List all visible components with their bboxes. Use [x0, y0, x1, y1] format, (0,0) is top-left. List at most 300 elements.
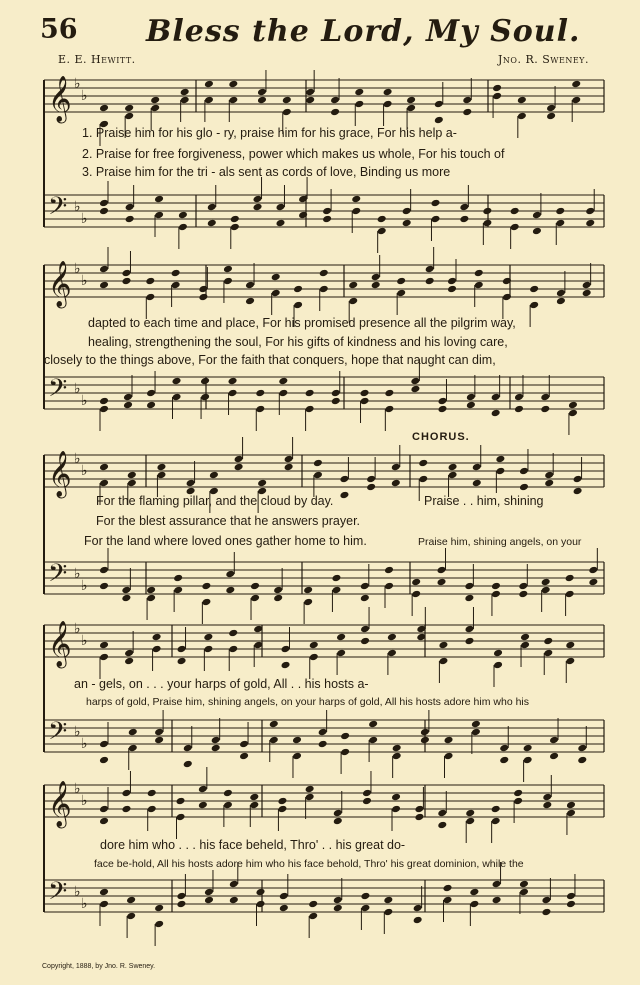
system5-treble-note-head [542, 801, 552, 810]
system1-bass-note-head [230, 215, 240, 224]
system1-treble-note-head [204, 80, 214, 89]
system2-bass-note-head [360, 389, 370, 398]
system3-bass-key-flat: ♭ [81, 578, 88, 594]
system1-bass-note-head [99, 207, 109, 216]
system1-bass-note-head [207, 219, 217, 228]
system5-treble-note-head [121, 805, 131, 814]
system5-treble-note-head [305, 785, 315, 794]
system1-bass-note-head [275, 219, 285, 228]
author-credit: E. E. Hewitt. [58, 53, 136, 66]
system3-bass-note-head [173, 586, 183, 595]
system2-treble-note-head [99, 281, 109, 290]
system3-bass-note-head [518, 590, 528, 599]
system3-bass-note-head [250, 594, 260, 603]
system2-bass-note-head [305, 389, 315, 398]
system5-bass-note-head [566, 892, 576, 901]
system1-treble-note-head [354, 100, 364, 109]
system5-treble-note-head [99, 805, 109, 814]
system5-treble-note-head [176, 797, 186, 806]
system5-bass-note-head [279, 892, 289, 901]
system2-bass-note-head [123, 393, 133, 402]
system5-treble-note-head [176, 813, 186, 822]
system4-bass-note-head [154, 728, 164, 737]
system2-bass-key-flat: ♭ [81, 393, 88, 409]
system4-treble-note-head [493, 649, 503, 658]
system4-bass-note-head [499, 756, 509, 765]
system5-treble-note-head [491, 817, 501, 826]
system3-bass-note-head [250, 582, 260, 591]
system3-bass-note-head [588, 566, 598, 575]
system3-treble-note-head [448, 471, 458, 480]
system5-bass-bass-clef: 𝄢 [48, 877, 68, 912]
system2-treble-note-head [122, 277, 132, 286]
lyric-verse1-line2: dapted to each time and place, For his promised presence all the pilgrim way, [88, 316, 516, 330]
system1-treble-note-head [282, 108, 292, 117]
system5-treble-note-head [513, 797, 523, 806]
page-number: 56 [40, 14, 78, 45]
system3-treble-note-head [366, 475, 376, 484]
system1-bass-bass-clef: 𝄢 [48, 192, 68, 227]
system5-bass-note-head [519, 880, 529, 889]
system5-treble-note-head [414, 813, 424, 822]
system2-bass-note-head [438, 405, 448, 414]
system1-bass-note-head [154, 211, 164, 220]
system5-bass-note-head [566, 900, 576, 909]
system2-bass-note-head [384, 389, 394, 398]
system2-treble-note-head [245, 281, 255, 290]
system4-bass-note-head [340, 732, 350, 741]
system2-treble-note-head [145, 277, 155, 286]
system1-bass-note-head [482, 207, 492, 216]
system2-treble-note-head [425, 265, 435, 274]
system2-treble-note-head [582, 281, 592, 290]
system3-treble-note-head [99, 463, 109, 472]
system5-bass-note-head [99, 888, 109, 897]
system2-bass-note-head [331, 389, 341, 398]
system3-treble-note-head [391, 463, 401, 472]
system5-treble-note-head [147, 789, 157, 798]
system3-treble-note-head [186, 479, 196, 488]
system5-bass-note-head [126, 912, 136, 921]
system3-bass-note-head [99, 566, 109, 575]
system4-bass-note-head [549, 752, 559, 761]
system3-treble-key-flat: ♭ [81, 463, 88, 479]
system1-treble-note-head [462, 108, 472, 117]
system5-treble-note-head [333, 817, 343, 826]
system1-bass-note-head [154, 195, 164, 204]
system1-treble-note-head [257, 88, 267, 97]
system1-bass-note-head [322, 207, 332, 216]
system4-bass-note-head [340, 748, 350, 757]
lyric-verse2-line1: 2. Praise for free forgiveness, power which makes us whole, For his touch of [82, 147, 505, 161]
system2-bass-note-head [228, 377, 238, 386]
system1-treble-note-head [305, 88, 315, 97]
system3-treble-note-head [99, 479, 109, 488]
system2-treble-note-head [474, 281, 484, 290]
system1-treble-note-head [406, 104, 416, 113]
system1-treble-note-head [180, 96, 190, 105]
system4-treble-note-head [336, 649, 346, 658]
system1-bass-note-head [178, 223, 188, 232]
system4-bass-note-head [368, 736, 378, 745]
system4-bass-bass-clef: 𝄢 [48, 717, 68, 752]
system5-bass-note-head [229, 896, 239, 905]
system4-treble-note-head [464, 625, 474, 634]
system3-treble-note-head [573, 487, 583, 496]
system4-treble-note-head [152, 633, 162, 642]
system1-bass-note-head [555, 219, 565, 228]
system5-bass-note-head [541, 896, 551, 905]
system1-bass-note-head [402, 207, 412, 216]
system3-bass-note-head [201, 598, 211, 607]
system4-treble-note-head [565, 657, 575, 666]
system4-treble-note-head [520, 641, 530, 650]
system5-bass-note-head [492, 896, 502, 905]
system5-treble-note-head [249, 801, 259, 810]
system5-bass-note-head [154, 904, 164, 913]
system3-bass-note-head [464, 582, 474, 591]
system5-bass-note-head [308, 900, 318, 909]
system2-treble-note-head [396, 289, 406, 298]
system4-treble-note-head [565, 641, 575, 650]
system2-bass-note-head [172, 393, 182, 402]
system3-bass-note-head [146, 586, 156, 595]
system4-bass-note-head [471, 728, 481, 737]
system4-treble-note-head [203, 633, 213, 642]
hymn-title: Bless the Lord, My Soul. [146, 14, 581, 49]
system3-bass-note-head [464, 594, 474, 603]
system2-treble-note-head [271, 273, 281, 282]
system4-treble-note-head [360, 637, 370, 646]
system1-treble-note-head [492, 84, 502, 93]
system1-bass-note-head [377, 227, 387, 236]
system4-bass-note-head [269, 736, 279, 745]
system3-bass-key-flat: ♭ [74, 566, 81, 582]
system1-bass-note-head [253, 195, 263, 204]
system5-treble-note-head [513, 789, 523, 798]
system1-treble-note-head [517, 96, 527, 105]
system3-treble-note-head [127, 479, 137, 488]
system3-treble-note-head [313, 471, 323, 480]
system3-treble-note-head [156, 463, 166, 472]
system3-bass-note-head [360, 582, 370, 591]
system5-treble-note-head [223, 789, 233, 798]
system1-bass-note-head [585, 207, 595, 216]
system4-treble-note-head [281, 661, 291, 670]
system2-bass-bass-clef: 𝄢 [48, 374, 68, 409]
system4-treble-note-head [99, 653, 109, 662]
system2-bass-note-head [200, 377, 210, 386]
system5-bass-note-head [176, 892, 186, 901]
system1-treble-key-flat: ♭ [74, 76, 81, 92]
system3-treble-note-head [544, 471, 554, 480]
system1-treble-note-head [434, 116, 444, 125]
system1-bass-note-head [125, 215, 135, 224]
system1-bass-note-head [585, 219, 595, 228]
system2-bass-note-head [305, 405, 315, 414]
system3-treble-note-head [156, 471, 166, 480]
system4-treble-note-head [387, 649, 397, 658]
system5-treble-key-flat: ♭ [74, 781, 81, 797]
system5-treble-note-head [223, 801, 233, 810]
system3-treble-note-head [544, 479, 554, 488]
system2-treble-note-head [348, 281, 358, 290]
system3-bass-note-head [565, 574, 575, 583]
system1-treble-note-head [180, 88, 190, 97]
system3-treble-note-head [495, 455, 505, 464]
system2-treble-note-head [371, 281, 381, 290]
system2-treble-note-head [293, 285, 303, 294]
system5-treble-note-head [305, 793, 315, 802]
lyric-verse2-line3: For the blest assurance that he answers prayer. [96, 514, 361, 528]
system3-bass-note-head [331, 574, 341, 583]
system4-treble-note-head [493, 661, 503, 670]
system3-bass-note-head [384, 582, 394, 591]
system4-bass-note-head [549, 736, 559, 745]
system3-bass-bass-clef: 𝄢 [48, 559, 68, 594]
system1-treble-note-head [124, 104, 134, 113]
system1-treble-note-head [204, 96, 214, 105]
system5-bass-note-head [519, 888, 529, 897]
system4-treble-note-head [177, 657, 187, 666]
system1-bass-note-head [532, 227, 542, 236]
system2-treble-note-head [223, 277, 233, 286]
system5-bass-note-head [308, 912, 318, 921]
system4-bass-note-head [154, 736, 164, 745]
system3-bass-note-head [225, 586, 235, 595]
system4-treble-note-head [438, 641, 448, 650]
system3-bass-note-head [518, 582, 528, 591]
system5-treble-note-head [277, 805, 287, 814]
system4-bass-note-head [577, 744, 587, 753]
system3-treble-note-head [519, 483, 529, 492]
system2-treble-note-head [171, 281, 181, 290]
system5-treble-note-head [437, 809, 447, 818]
system2-bass-note-head [568, 401, 578, 410]
system3-bass-note-head [99, 582, 109, 591]
system5-bass-note-head [469, 900, 479, 909]
system2-bass-note-head [278, 377, 288, 386]
system5-bass-note-head [443, 896, 453, 905]
system1-treble-note-head [99, 104, 109, 113]
system3-bass-note-head [303, 598, 313, 607]
system1-bass-note-head [510, 223, 520, 232]
system1-treble-note-head [257, 96, 267, 105]
system1-bass-note-head [99, 199, 109, 208]
system3-treble-note-head [391, 479, 401, 488]
system3-bass-note-head [541, 586, 551, 595]
system3-bass-note-head [491, 582, 501, 591]
system2-treble-note-head [529, 285, 539, 294]
lyric-verse1-line3: For the flaming pillar, and the cloud by day. [96, 494, 334, 508]
system1-treble-note-head [354, 88, 364, 97]
system1-treble-note-head [383, 88, 393, 97]
system5-treble-note-head [465, 817, 475, 826]
system4-treble-note-head [309, 641, 319, 650]
system4-bass-note-head [183, 760, 193, 769]
system3-treble-note-head [313, 459, 323, 468]
system4-treble-note-head [99, 641, 109, 650]
system4-bass-note-head [211, 744, 221, 753]
system3-bass-note-head [360, 594, 370, 603]
system2-bass-note-head [146, 389, 156, 398]
system2-treble-note-head [223, 265, 233, 274]
system2-treble-note-head [122, 269, 132, 278]
system4-bass-note-head [471, 720, 481, 729]
system3-treble-note-head [472, 463, 482, 472]
system4-bass-note-head [392, 752, 402, 761]
system5-treble-treble-clef: 𝄞 [48, 781, 72, 827]
system3-treble-note-head [448, 463, 458, 472]
system1-treble-note-head [150, 104, 160, 113]
system4-bass-note-head [292, 736, 302, 745]
system5-bass-note-head [204, 888, 214, 897]
system4-bass-note-head [128, 744, 138, 753]
system4-bass-note-head [577, 756, 587, 765]
system3-bass-note-head [121, 586, 131, 595]
system5-treble-note-head [333, 809, 343, 818]
system1-treble-note-head [546, 104, 556, 113]
system5-treble-note-head [542, 793, 552, 802]
system3-bass-note-head [331, 586, 341, 595]
system4-treble-note-head [203, 645, 213, 654]
system4-treble-note-head [520, 633, 530, 642]
system2-treble-note-head [582, 289, 592, 298]
system4-bass-note-head [239, 752, 249, 761]
system1-treble-note-head [406, 96, 416, 105]
system2-treble-note-head [474, 269, 484, 278]
system2-bass-note-head [466, 401, 476, 410]
system3-bass-note-head [437, 578, 447, 587]
system3-treble-key-flat: ♭ [74, 451, 81, 467]
system4-bass-note-head [292, 752, 302, 761]
system5-treble-note-head [121, 789, 131, 798]
system2-treble-note-head [348, 297, 358, 306]
system1-treble-note-head [462, 96, 472, 105]
system3-treble-note-head [495, 467, 505, 476]
system2-bass-note-head [228, 389, 238, 398]
system5-treble-note-head [491, 805, 501, 814]
system3-treble-note-head [234, 455, 244, 464]
system1-bass-note-head [253, 203, 263, 212]
system1-bass-note-head [431, 199, 441, 208]
system2-treble-note-head [145, 293, 155, 302]
system3-bass-note-head [225, 570, 235, 579]
system5-bass-note-head [126, 896, 136, 905]
system4-bass-note-head [318, 740, 328, 749]
system1-bass-note-head [532, 211, 542, 220]
system1-bass-note-head [178, 211, 188, 220]
system4-treble-key-flat: ♭ [74, 621, 81, 637]
system2-treble-note-head [99, 265, 109, 274]
system2-treble-note-head [319, 269, 329, 278]
system5-bass-note-head [413, 904, 423, 913]
system2-bass-key-flat: ♭ [74, 381, 81, 397]
system5-bass-note-head [204, 896, 214, 905]
system3-bass-note-head [411, 590, 421, 599]
lyric-verse2-line2: healing, strengthening the soul, For his gifts of kindness and his loving care, [88, 335, 508, 349]
system4-treble-note-head [438, 657, 448, 666]
system3-treble-note-head [418, 475, 428, 484]
system2-treble-note-head [271, 289, 281, 298]
system4-treble-note-head [336, 633, 346, 642]
system4-bass-note-head [420, 728, 430, 737]
system1-bass-key-flat: ♭ [74, 199, 81, 215]
system2-bass-note-head [255, 389, 265, 398]
system5-treble-note-head [99, 817, 109, 826]
system4-treble-treble-clef: 𝄞 [48, 621, 72, 667]
system2-bass-note-head [255, 405, 265, 414]
system5-treble-note-head [362, 789, 372, 798]
system4-bass-note-head [239, 740, 249, 749]
system4-treble-note-head [309, 653, 319, 662]
system5-bass-note-head [333, 904, 343, 913]
system2-treble-key-flat: ♭ [81, 273, 88, 289]
system5-treble-note-head [391, 805, 401, 814]
system3-bass-note-head [541, 578, 551, 587]
system4-bass-key-flat: ♭ [74, 724, 81, 740]
system4-bass-note-head [368, 720, 378, 729]
system4-bass-note-head [499, 744, 509, 753]
system4-treble-note-head [387, 633, 397, 642]
system2-bass-note-head [123, 401, 133, 410]
system5-bass-note-head [256, 888, 266, 897]
system1-treble-note-head [228, 80, 238, 89]
system5-treble-note-head [277, 797, 287, 806]
system5-bass-key-flat: ♭ [74, 884, 81, 900]
system5-treble-note-head [566, 809, 576, 818]
system3-bass-note-head [173, 574, 183, 583]
system5-bass-note-head [360, 904, 370, 913]
system4-treble-note-head [360, 625, 370, 634]
system2-bass-note-head [410, 385, 420, 394]
system2-bass-note-head [438, 397, 448, 406]
system1-treble-note-head [330, 108, 340, 117]
system4-treble-note-head [543, 637, 553, 646]
system1-bass-note-head [230, 223, 240, 232]
system5-treble-note-head [566, 801, 576, 810]
system5-bass-note-head [99, 900, 109, 909]
lyric-chorus-line2: an - gels, on . . . your harps of gold, All . . his hosts a- [74, 677, 369, 691]
lyric-chorus-bass-line2: harps of gold, Praise him, shining angels, on your harps of gold, All his hosts adore him who his [86, 696, 529, 708]
system2-treble-treble-clef: 𝄞 [48, 261, 72, 307]
system2-treble-note-head [319, 285, 329, 294]
system2-bass-note-head [172, 377, 182, 386]
system3-bass-note-head [384, 566, 394, 575]
system5-bass-note-head [176, 900, 186, 909]
lyric-verse1-line1: 1. Praise him for his glo - ry, praise him for his grace, For his help a- [82, 126, 457, 140]
system2-bass-note-head [384, 405, 394, 414]
system3-treble-note-head [234, 463, 244, 472]
system5-bass-note-head [154, 920, 164, 929]
lyric-verse3-line3: For the land where loved ones gather home to him. [84, 534, 367, 548]
system4-treble-note-head [124, 657, 134, 666]
system3-treble-treble-clef: 𝄞 [48, 451, 72, 497]
system1-bass-note-head [275, 203, 285, 212]
system3-bass-note-head [588, 578, 598, 587]
system2-bass-note-head [278, 389, 288, 398]
system5-bass-note-head [256, 900, 266, 909]
system5-treble-note-head [198, 801, 208, 810]
system1-treble-note-head [282, 96, 292, 105]
system2-bass-note-head [491, 409, 501, 418]
system2-bass-note-head [540, 405, 550, 414]
system4-bass-note-head [523, 756, 533, 765]
system5-treble-note-head [437, 821, 447, 830]
system3-treble-note-head [573, 475, 583, 484]
system3-bass-note-head [491, 590, 501, 599]
system3-treble-note-head [366, 483, 376, 492]
